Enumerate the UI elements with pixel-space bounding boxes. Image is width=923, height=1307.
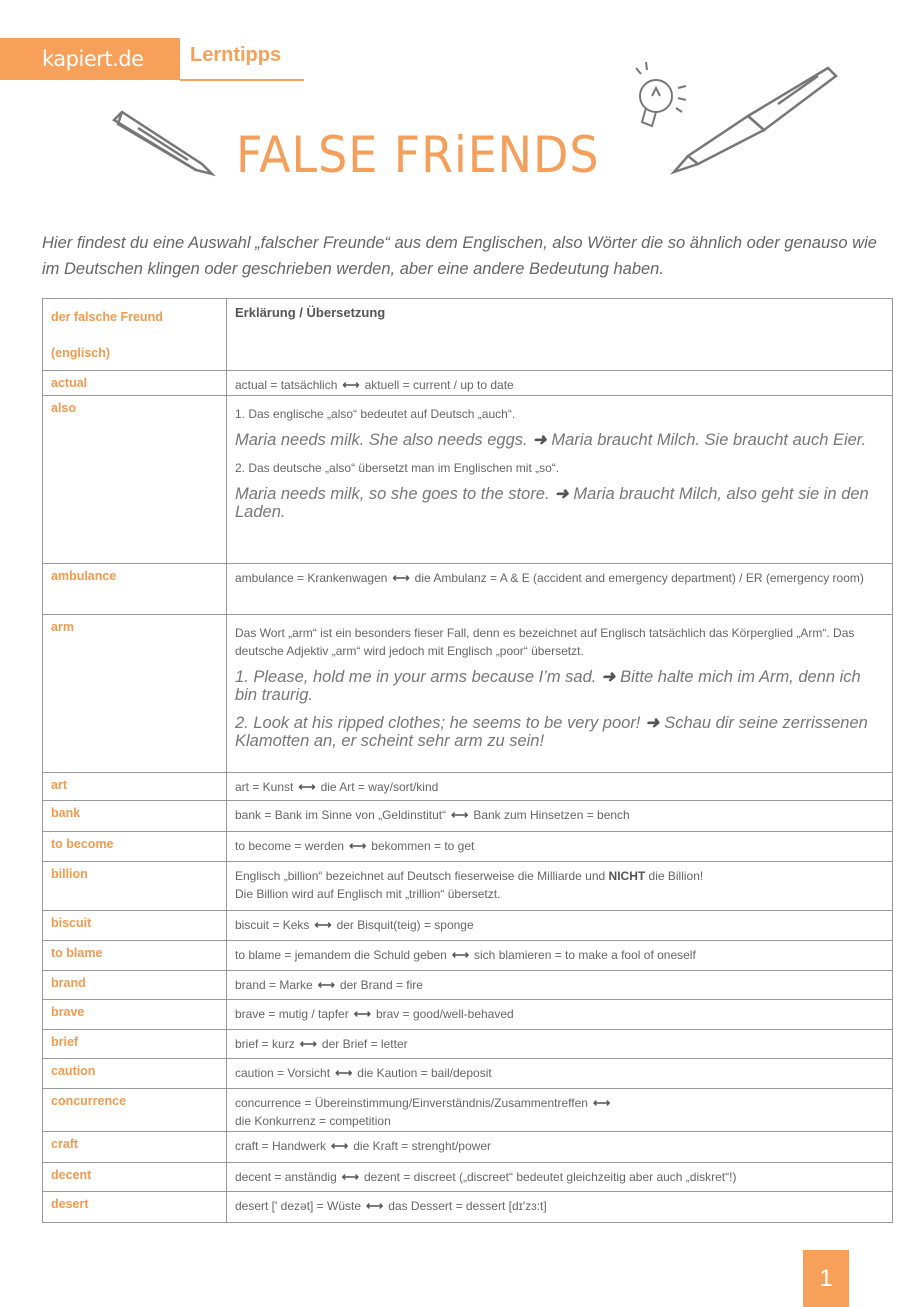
logo-text: kapiert.de: [42, 47, 144, 71]
text-segment: die Kaution = bail/deposit: [357, 1066, 492, 1080]
false-friend-word: to become: [43, 832, 227, 861]
table-row: [43, 801, 892, 832]
text-segment: 1. Das englische „also“ bedeutet auf Deutsch „auch“.: [235, 407, 516, 421]
double-arrow-icon: ⟷: [299, 1037, 317, 1051]
text-segment: bekommen = to get: [371, 839, 475, 853]
false-friend-word: bank: [43, 801, 227, 831]
explanation-line: [235, 1005, 884, 1023]
explanation-line: [235, 1197, 884, 1215]
section-label: Lerntipps: [190, 44, 282, 66]
text-segment: 2. Das deutsche „also“ übersetzt man im Englischen mit „so“.: [235, 461, 560, 475]
explanation-cell: [227, 1132, 892, 1162]
text-segment: art = Kunst: [235, 780, 294, 794]
false-friend-word: craft: [43, 1132, 227, 1162]
double-arrow-icon: ⟷: [592, 1096, 611, 1110]
text-segment: aktuell = current / up to date: [364, 378, 514, 392]
text-segment: to become = werden: [235, 839, 345, 853]
table-row: [43, 1089, 892, 1132]
example-sentence: [235, 714, 884, 750]
intro-text: Hier findest du eine Auswahl „falscher Freunde“ aus dem Englischen, also Wörter die so ähnlich oder genauso wie im Deutschen klingen oder geschrieben werden, aber eine andere Bedeutung haben.: [42, 234, 877, 278]
false-friend-word: ambulance: [43, 564, 227, 614]
explanation-cell: [227, 1059, 892, 1088]
example-sentence: [235, 431, 884, 449]
explanation-line: [235, 1137, 884, 1155]
false-friend-word: art: [43, 773, 227, 800]
emphasis-text: NICHT: [608, 869, 646, 883]
table-row: [43, 1192, 892, 1222]
false-friend-word: desert: [43, 1192, 227, 1222]
text-segment: ambulance = Krankenwagen: [235, 571, 388, 585]
explanation-cell: [227, 911, 892, 940]
text-segment: Bank zum Hinsetzen = bench: [473, 808, 630, 822]
text-segment: Bitte halte mich im Arm, denn ich bin traurig.: [235, 668, 861, 704]
false-friend-word: brave: [43, 1000, 227, 1029]
text-segment: brav = good/well-behaved: [375, 1007, 514, 1021]
false-friend-word: concurrence: [43, 1089, 227, 1131]
double-arrow-icon: ⟷: [335, 1066, 353, 1080]
table-row: [43, 396, 892, 564]
table-row: [43, 773, 892, 801]
double-arrow-icon: ⟷: [392, 571, 410, 585]
text-segment: die Kraft = strenght/power: [353, 1139, 491, 1153]
double-arrow-icon: ⟷: [331, 1139, 349, 1153]
right-arrow-icon: ➜: [554, 485, 569, 503]
text-segment: Maria needs milk, so she goes to the store.: [235, 485, 550, 503]
table-row: [43, 1059, 892, 1089]
table-row: [43, 615, 892, 773]
explanation-cell: [227, 371, 892, 395]
explanation-line: [235, 1035, 884, 1053]
table-row: [43, 1163, 892, 1192]
explanation-line: [235, 946, 884, 964]
explanation-cell: [227, 773, 892, 800]
text-segment: caution = Vorsicht: [235, 1066, 331, 1080]
pencil-icon: [108, 108, 220, 178]
table-row: [43, 1030, 892, 1059]
false-friend-word: decent: [43, 1163, 227, 1191]
col1-header: [43, 299, 227, 370]
false-friend-word: brief: [43, 1030, 227, 1058]
double-arrow-icon: ⟷: [298, 780, 316, 794]
text-segment: die Art = way/sort/kind: [320, 780, 439, 794]
explanation-cell: [227, 615, 892, 772]
false-friend-word: also: [43, 396, 227, 563]
text-segment: die Konkurrenz = competition: [235, 1114, 391, 1128]
explanation-line: [235, 778, 884, 796]
text-segment: Maria braucht Milch. Sie braucht auch Eier.: [551, 431, 867, 449]
double-arrow-icon: ⟷: [451, 948, 470, 962]
text-segment: Maria braucht Milch, also geht sie in den Laden.: [235, 485, 869, 521]
false-friend-word: caution: [43, 1059, 227, 1088]
text-segment: actual = tatsächlich: [235, 378, 338, 392]
table-row: [43, 564, 892, 615]
explanation-line: [235, 976, 884, 994]
explanation-cell: [227, 564, 892, 614]
brand-logo: [0, 38, 180, 80]
explanation-line: [235, 569, 884, 587]
explanation-line: [235, 1094, 884, 1112]
double-arrow-icon: ⟷: [451, 808, 469, 822]
table-row: [43, 1132, 892, 1163]
explanation-cell: [227, 396, 892, 563]
explanation-line: [235, 885, 884, 903]
text-segment: 2. Look at his ripped clothes; he seems to be very poor!: [235, 714, 641, 732]
explanation-cell: [227, 862, 892, 910]
false-friend-word: brand: [43, 971, 227, 999]
table-row: [43, 911, 892, 941]
text-segment: brief = kurz: [235, 1037, 295, 1051]
double-arrow-icon: ⟷: [341, 1170, 359, 1184]
double-arrow-icon: ⟷: [317, 978, 335, 992]
fountain-pen-icon: [668, 64, 844, 176]
text-segment: craft = Handwerk: [235, 1139, 327, 1153]
explanation-line: [235, 376, 884, 394]
table-row: [43, 941, 892, 971]
table-row: [43, 1000, 892, 1030]
explanation-line: [235, 459, 884, 477]
double-arrow-icon: ⟷: [366, 1199, 384, 1213]
text-segment: der Brand = fire: [339, 978, 423, 992]
false-friend-word: biscuit: [43, 911, 227, 940]
text-segment: Das Wort „arm“ ist ein besonders fieser Fall, denn es bezeichnet auf Englisch tatsächlich das Körperglied „Arm“. Das deutsche Adjektiv „arm“ wird jedoch mit Englisch „poor“ übersetzt.: [235, 626, 855, 658]
right-arrow-icon: ➜: [601, 668, 616, 686]
text-segment: brave = mutig / tapfer: [235, 1007, 349, 1021]
explanation-line: [235, 1112, 884, 1130]
explanation-cell: [227, 1192, 892, 1222]
text-segment: Englisch „billion“ bezeichnet auf Deutsch fieserweise die Milliarde und: [235, 869, 609, 883]
explanation-line: [235, 1064, 884, 1082]
example-sentence: [235, 668, 884, 704]
explanation-cell: [227, 971, 892, 999]
explanation-cell: [227, 1030, 892, 1058]
table-row: [43, 832, 892, 862]
text-segment: brand = Marke: [235, 978, 313, 992]
false-friend-word: actual: [43, 371, 227, 395]
double-arrow-icon: ⟷: [314, 918, 332, 932]
table-header-row: [43, 299, 892, 371]
explanation-line: [235, 806, 884, 824]
false-friend-word: arm: [43, 615, 227, 772]
false-friend-word: billion: [43, 862, 227, 910]
text-segment: Maria needs milk. She also needs eggs.: [235, 431, 528, 449]
explanation-cell: [227, 1163, 892, 1191]
text-segment: biscuit = Keks: [235, 918, 310, 932]
text-segment: 1. Please, hold me in your arms because I’m sad.: [235, 668, 597, 686]
table-row: [43, 862, 892, 911]
text-segment: das Dessert = dessert [dɪ'zɜ:t]: [388, 1199, 547, 1213]
double-arrow-icon: ⟷: [349, 839, 367, 853]
text-segment: der Brief = letter: [321, 1037, 408, 1051]
table-row: [43, 371, 892, 396]
explanation-line: [235, 867, 884, 885]
explanation-cell: [227, 832, 892, 861]
right-arrow-icon: ➜: [645, 714, 660, 732]
false-friend-word: to blame: [43, 941, 227, 970]
col1-header-line: (englisch): [51, 346, 111, 360]
text-segment: Schau dir seine zerrissenen Klamotten an, er scheint sehr arm zu sein!: [235, 714, 868, 750]
text-segment: dezent = discreet („discreet“ bedeutet gleichzeitig aber auch „diskret“!): [363, 1170, 737, 1184]
text-segment: decent = anständig: [235, 1170, 337, 1184]
text-segment: sich blamieren = to make a fool of oneself: [474, 948, 696, 962]
text-segment: Die Billion wird auf Englisch mit „trillion“ übersetzt.: [235, 887, 501, 901]
explanation-cell: [227, 1000, 892, 1029]
text-segment: concurrence = Übereinstimmung/Einverständnis/Zusammentreffen: [235, 1096, 588, 1110]
page-number: 1: [803, 1250, 849, 1307]
text-segment: to blame = jemandem die Schuld geben: [235, 948, 447, 962]
double-arrow-icon: ⟷: [353, 1007, 371, 1021]
explanation-line: [235, 837, 884, 855]
text-segment: die Billion!: [645, 869, 704, 883]
explanation-line: [235, 916, 884, 934]
text-segment: desert [' dezət] = Wüste: [235, 1199, 362, 1213]
right-arrow-icon: ➜: [532, 431, 547, 449]
explanation-line: [235, 624, 884, 660]
double-arrow-icon: ⟷: [342, 378, 360, 392]
explanation-cell: [227, 801, 892, 831]
explanation-line: [235, 405, 884, 423]
text-segment: der Bisquit(teig) = sponge: [336, 918, 474, 932]
explanation-line: [235, 1168, 884, 1186]
false-friends-table: [42, 298, 893, 1223]
page-title: FALSE FRiENDS: [236, 126, 600, 184]
table-row: [43, 971, 892, 1000]
example-sentence: [235, 485, 884, 521]
text-segment: bank = Bank im Sinne von „Geldinstitut“: [235, 808, 447, 822]
explanation-cell: [227, 941, 892, 970]
explanation-cell: [227, 1089, 892, 1131]
text-segment: die Ambulanz = A & E (accident and emergency department) / ER (emergency room): [414, 571, 864, 585]
col1-header-line: der falsche Freund: [51, 310, 163, 324]
section-underline: [180, 79, 304, 81]
col2-header: Erklärung / Übersetzung: [235, 305, 386, 320]
